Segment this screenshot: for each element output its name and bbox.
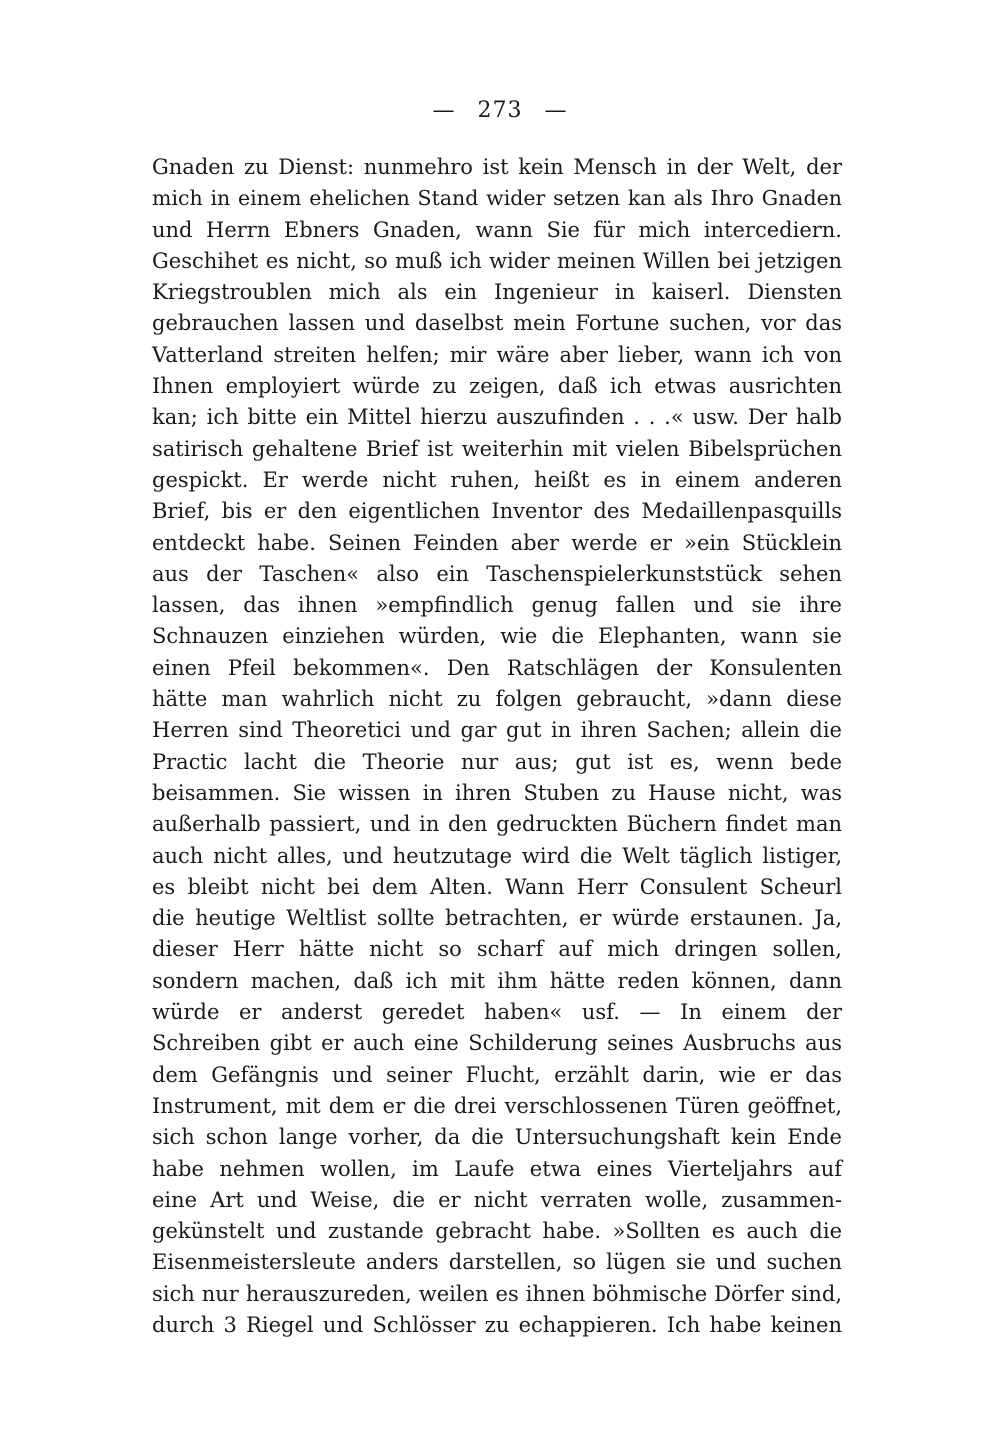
text-line: gebrauchen lassen und daselbst mein Fortune suchen, vor das bbox=[152, 311, 842, 336]
text-line: Practic lacht die Theorie nur aus; gut ist es, wenn bede bbox=[152, 749, 842, 774]
text-line: einen Pfeil bekommen«. Den Ratschlägen der Konsulenten bbox=[152, 655, 842, 680]
text-line: durch 3 Riegel und Schlösser zu echappieren. Ich habe keinen bbox=[152, 1312, 842, 1337]
text-line: gekünstelt und zustande gebracht habe. »Sollten es auch die bbox=[152, 1219, 842, 1244]
text-line: sich nur herauszureden, weilen es ihnen böhmische Dörfer sind, bbox=[152, 1281, 842, 1306]
text-line: Kriegstroublen mich als ein Ingenieur in kaiserl. Diensten bbox=[152, 280, 842, 305]
text-line: sich schon lange vorher, da die Untersuchungshaft kein Ende bbox=[152, 1125, 842, 1150]
text-line: dem Gefängnis und seiner Flucht, erzählt darin, wie er das bbox=[152, 1062, 842, 1087]
text-line: Eisenmeistersleute anders darstellen, so lügen sie und suchen bbox=[152, 1250, 842, 1275]
text-line: sondern machen, daß ich mit ihm hätte reden können, dann bbox=[152, 968, 842, 993]
text-line: Instrument, mit dem er die drei verschlossenen Türen geöffnet, bbox=[152, 1093, 842, 1118]
text-line: Schnauzen einziehen würden, wie die Elephanten, wann sie bbox=[152, 624, 842, 649]
text-line: Gnaden zu Dienst: nunmehro ist kein Mensch in der Welt, der bbox=[152, 155, 842, 179]
text-line: entdeckt habe. Seinen Feinden aber werde er »ein Stücklein bbox=[152, 530, 842, 555]
text-line: aus der Taschen« also ein Taschenspielerkunststück sehen bbox=[152, 561, 842, 586]
text-line: dieser Herr hätte nicht so scharf auf mich dringen sollen, bbox=[152, 937, 842, 962]
text-line: lassen, das ihnen »empfindlich genug fallen und sie ihre bbox=[152, 593, 842, 618]
text-line: Schreiben gibt er auch eine Schilderung seines Ausbruchs aus bbox=[152, 1031, 842, 1056]
text-line: und Herrn Ebners Gnaden, wann Sie für mich intercediern. bbox=[152, 217, 842, 242]
text-line: auch nicht alles, und heutzutage wird die Welt täglich listiger, bbox=[152, 843, 842, 868]
page-number: — 273 — bbox=[432, 98, 568, 123]
text-line: mich in einem ehelichen Stand wider setzen kan als Ihro Gnaden bbox=[152, 186, 842, 211]
text-line: satirisch gehaltene Brief ist weiterhin mit vielen Bibelsprüchen bbox=[152, 436, 842, 461]
text-line: hätte man wahrlich nicht zu folgen gebraucht, »dann diese bbox=[152, 687, 842, 712]
text-line: würde er anderst geredet haben« usf. — In einem der bbox=[152, 1000, 842, 1025]
text-line: Herren sind Theoretici und gar gut in ihren Sachen; allein die bbox=[152, 718, 842, 743]
text-line: Geschihet es nicht, so muß ich wider meinen Willen bei jetzigen bbox=[152, 248, 842, 273]
text-line: Vatterland streiten helfen; mir wäre aber lieber, wann ich von bbox=[152, 342, 842, 367]
text-line: die heutige Weltlist sollte betrachten, er würde erstaunen. Ja, bbox=[152, 906, 842, 931]
text-line: Brief, bis er den eigentlichen Inventor des Medaillenpasquills bbox=[152, 499, 842, 524]
text-line: eine Art und Weise, die er nicht verraten wolle, zusammen- bbox=[152, 1187, 842, 1212]
text-line: es bleibt nicht bei dem Alten. Wann Herr Consulent Scheurl bbox=[152, 874, 842, 899]
text-line: beisammen. Sie wissen in ihren Stuben zu Hause nicht, was bbox=[152, 780, 842, 805]
text-line: Ihnen employiert würde zu zeigen, daß ich etwas ausrichten bbox=[152, 374, 842, 399]
text-line: kan; ich bitte ein Mittel hierzu auszufinden . . .« usw. Der halb bbox=[152, 405, 842, 430]
text-line: habe nehmen wollen, im Laufe etwa eines Vierteljahrs auf bbox=[152, 1156, 842, 1181]
body-text bbox=[152, 152, 842, 1341]
text-line: außerhalb passiert, und in den gedruckten Büchern findet man bbox=[152, 812, 842, 837]
text-line: gespickt. Er werde nicht ruhen, heißt es in einem anderen bbox=[152, 467, 842, 492]
